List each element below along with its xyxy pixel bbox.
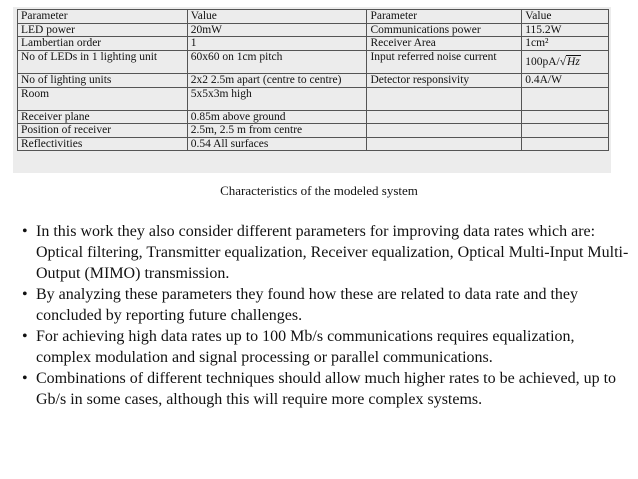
table-cell: 0.85m above ground bbox=[187, 110, 367, 124]
table-cell: 2x2 2.5m apart (centre to centre) bbox=[187, 73, 367, 87]
table-row bbox=[18, 124, 609, 138]
list-item bbox=[22, 368, 632, 410]
square-root-icon: √ bbox=[559, 56, 567, 69]
parameters-table-image bbox=[13, 7, 611, 173]
list-item-text: Combinations of different techniques should allow much higher rates to be achieved, up to Gb/s in some cases, although this will require more complex systems. bbox=[36, 370, 617, 408]
table-cell: Receiver plane bbox=[18, 110, 188, 124]
bullet-icon: • bbox=[22, 328, 28, 345]
table-cell: Room bbox=[18, 87, 188, 110]
list-item-text: In this work they also consider different parameters for improving data rates which are: Optical filtering, Transmitter equalization, Receiver equalization, Optical Multi-Input Multi-Output (MIMO) transmission. bbox=[36, 223, 629, 282]
parameters-table bbox=[17, 9, 609, 151]
table-cell: LED power bbox=[18, 23, 188, 37]
table-row bbox=[18, 73, 609, 87]
table-cell: Communications power bbox=[367, 23, 522, 37]
table-row bbox=[18, 87, 609, 110]
table-cell bbox=[367, 124, 522, 138]
table-cell bbox=[522, 124, 609, 138]
table-cell: No of lighting units bbox=[18, 73, 188, 87]
table-row bbox=[18, 37, 609, 51]
table-row bbox=[18, 23, 609, 37]
noise-value-root: Hz bbox=[567, 56, 580, 69]
table-cell: Receiver Area bbox=[367, 37, 522, 51]
table-caption: Characteristics of the modeled system bbox=[220, 183, 418, 198]
table-cell: Lambertian order bbox=[18, 37, 188, 51]
table-cell: Reflectivities bbox=[18, 137, 188, 151]
table-cell bbox=[367, 87, 522, 110]
bullet-icon: • bbox=[22, 370, 28, 387]
bullet-list bbox=[22, 221, 632, 410]
table-cell: Value bbox=[187, 10, 367, 24]
list-item-text: By analyzing these parameters they found how these are related to data rate and they concluded by reporting future challenges. bbox=[36, 286, 578, 324]
list-item bbox=[22, 326, 632, 368]
table-cell bbox=[522, 110, 609, 124]
table-cell: 115.2W bbox=[522, 23, 609, 37]
table-cell: Parameter bbox=[18, 10, 188, 24]
table-cell: 2.5m, 2.5 m from centre bbox=[187, 124, 367, 138]
table-cell: Input referred noise current bbox=[367, 50, 522, 73]
table-cell: 20mW bbox=[187, 23, 367, 37]
table-row bbox=[18, 50, 609, 73]
bullet-icon: • bbox=[22, 286, 28, 303]
table-cell bbox=[522, 137, 609, 151]
table-cell: 0.4A/W bbox=[522, 73, 609, 87]
table-cell bbox=[522, 87, 609, 110]
table-row bbox=[18, 137, 609, 151]
table-header-row bbox=[18, 10, 609, 24]
table-row bbox=[18, 110, 609, 124]
table-cell: 5x5x3m high bbox=[187, 87, 367, 110]
table-cell bbox=[367, 137, 522, 151]
list-item bbox=[22, 284, 632, 326]
table-cell: Position of receiver bbox=[18, 124, 188, 138]
table-cell bbox=[367, 110, 522, 124]
table-cell: 1cm² bbox=[522, 37, 609, 51]
table-cell: Parameter bbox=[367, 10, 522, 24]
table-cell: Detector responsivity bbox=[367, 73, 522, 87]
table-cell: 0.54 All surfaces bbox=[187, 137, 367, 151]
table-cell: 1 bbox=[187, 37, 367, 51]
list-item bbox=[22, 221, 632, 284]
bullet-icon: • bbox=[22, 223, 28, 240]
table-cell: Value bbox=[522, 10, 609, 24]
noise-value-prefix: 100pA/ bbox=[525, 56, 560, 69]
table-cell: 60x60 on 1cm pitch bbox=[187, 50, 367, 73]
noise-value-cell bbox=[522, 50, 609, 73]
list-item-text: For achieving high data rates up to 100 Mb/s communications requires equalization, complex modulation and signal processing or parallel communications. bbox=[36, 328, 575, 366]
table-cell: No of LEDs in 1 lighting unit bbox=[18, 50, 188, 73]
